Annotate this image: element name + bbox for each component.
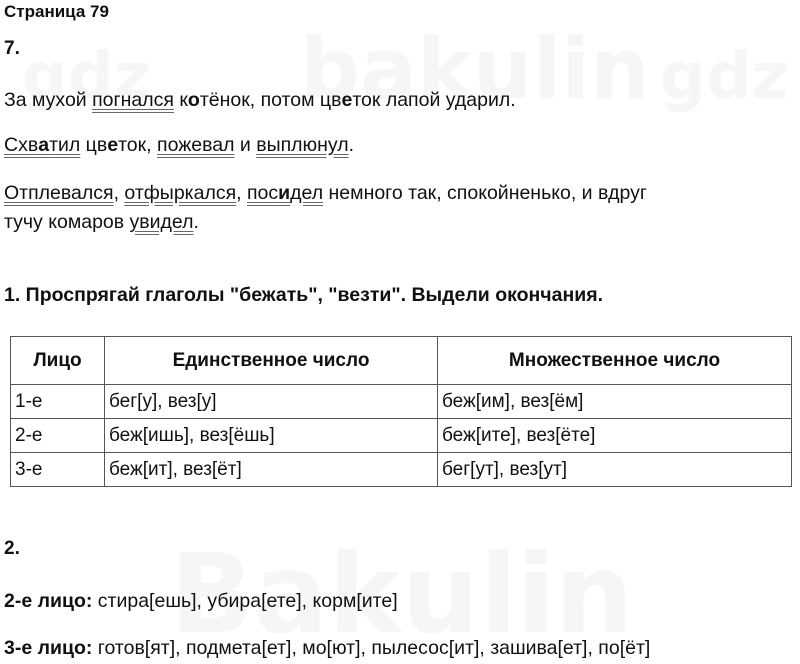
text: немного так, спокойненько, и вдруг (323, 182, 647, 204)
table-cell: бег[у], вез[у] (105, 385, 438, 419)
sentence-2 (4, 131, 354, 159)
predicate-part: пос (247, 182, 279, 204)
predicate-part: тил (49, 134, 81, 156)
predicate (247, 182, 323, 204)
predicate: увидел (129, 211, 194, 233)
table-header-row (11, 337, 792, 385)
text: . (193, 211, 199, 233)
table-row (11, 419, 792, 453)
text: За мухой (4, 89, 93, 111)
table-cell: беж[ит], вез[ёт] (105, 453, 438, 487)
table-cell: беж[ите], вез[ёте] (438, 419, 792, 453)
table-cell: бег[ут], вез[ут] (438, 453, 792, 487)
predicate: пожевал (157, 134, 235, 156)
stressed-vowel: а (38, 134, 50, 156)
predicate-part: дел (290, 182, 324, 204)
answer-label: 3-е лицо: (4, 637, 93, 659)
column-header: Множественное число (438, 337, 792, 385)
stressed-vowel: о (187, 89, 200, 111)
text: тучу комаров (4, 211, 130, 233)
answer-text: готов[ят], подмета[ет], мо[ют], пылесос[ит], зашива[ет], по[ёт] (92, 637, 651, 659)
text: , (236, 182, 247, 204)
column-header: Единственное число (105, 337, 438, 385)
table-cell: 3-е (11, 453, 105, 487)
watermark (660, 40, 789, 114)
answer-line-2nd-person (4, 587, 398, 615)
task-number: 2. (4, 538, 20, 559)
conjugation-table (10, 336, 792, 487)
predicate: погнался (92, 89, 174, 111)
text: . (348, 134, 355, 156)
answer-text: стира[ешь], убира[ете], корм[ите] (92, 590, 398, 612)
page-title: Страница 79 (4, 2, 109, 21)
stressed-vowel: е (107, 134, 119, 156)
sentence-1 (4, 86, 516, 114)
task-number: 7. (4, 38, 20, 59)
answer-label: 2-е лицо: (4, 590, 93, 612)
table-cell: 1-е (11, 385, 105, 419)
stressed-vowel: е (341, 89, 353, 111)
predicate: Отплевался (4, 182, 114, 204)
text: цв (80, 134, 108, 156)
table-cell: беж[ишь], вез[ёшь] (105, 419, 438, 453)
text: , (113, 182, 125, 204)
predicate-part: Схв (4, 134, 39, 156)
text: и (234, 134, 257, 156)
table-cell: 2-е (11, 419, 105, 453)
stressed-vowel: и (278, 182, 291, 204)
section-heading: 1. Проспрягай глаголы "бежать", "везти". Выдели окончания. (4, 284, 604, 306)
predicate: отфыркался (124, 182, 237, 204)
text: ток, (118, 134, 158, 156)
predicate (4, 134, 80, 156)
text: тёнок, потом цв (199, 89, 342, 111)
text: ток лапой ударил. (352, 89, 516, 111)
table-cell: беж[им], вез[ём] (438, 385, 792, 419)
sentence-3-continuation (4, 208, 199, 236)
sentence-3 (4, 179, 647, 207)
predicate: выплюнул (256, 134, 349, 156)
table-row (11, 385, 792, 419)
answer-line-3rd-person (4, 634, 650, 662)
table-row (11, 453, 792, 487)
text: к (173, 89, 188, 111)
column-header: Лицо (11, 337, 105, 385)
